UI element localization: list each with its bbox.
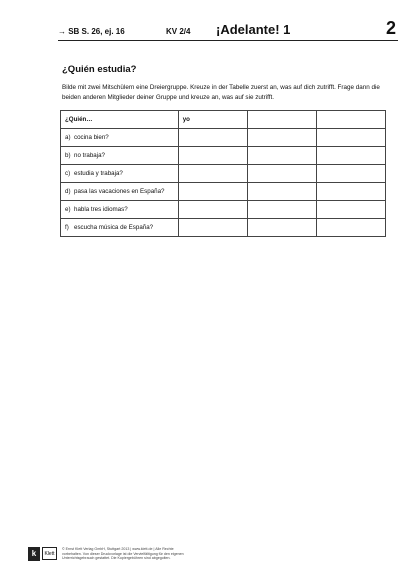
- question-cell: [61, 147, 179, 165]
- answer-cell-yo[interactable]: [178, 201, 248, 219]
- instructions-text: Bilde mit zwei Mitschülern eine Dreiergruppe. Kreuze in der Tabelle zuerst an, was auf dich zutrifft. Frage dann die beiden anderen Mitglieder deiner Gruppe und kreuze an, was auf sie zutrifft.: [62, 84, 380, 101]
- question-cell: [61, 165, 179, 183]
- question-cell: [61, 129, 179, 147]
- question-letter: a): [65, 134, 71, 141]
- question-text: no trabaja?: [74, 152, 105, 159]
- answer-cell-yo[interactable]: [178, 183, 248, 201]
- book-title: ¡Adelante! 1: [216, 22, 291, 37]
- answer-cell-member-3[interactable]: [317, 219, 386, 237]
- question-cell: [61, 183, 179, 201]
- answer-cell-member-3[interactable]: [317, 129, 386, 147]
- answer-cell-member-2[interactable]: [248, 201, 317, 219]
- answer-cell-member-2[interactable]: [248, 165, 317, 183]
- question-letter: f): [65, 224, 69, 231]
- klett-logo-box: Klett: [42, 547, 57, 560]
- question-cell: [61, 219, 179, 237]
- answer-cell-member-3[interactable]: [317, 183, 386, 201]
- worksheet-title: ¿Quién estudia?: [62, 64, 137, 75]
- page-header: [58, 20, 398, 40]
- question-text: escucha música de España?: [74, 224, 154, 231]
- question-letter: d): [65, 188, 71, 195]
- column-header-question: ¿Quién…: [61, 111, 179, 129]
- header-divider: [58, 40, 398, 41]
- answer-cell-member-3[interactable]: [317, 165, 386, 183]
- table-row: [61, 165, 386, 183]
- question-cell: [61, 201, 179, 219]
- table-row: [61, 219, 386, 237]
- table-row: [61, 129, 386, 147]
- question-text: estudia y trabaja?: [74, 170, 123, 177]
- answer-cell-yo[interactable]: [178, 219, 248, 237]
- copyright-line-1: © Ernst Klett Verlag GmbH, Stuttgart 2013 | www.klett.de | Alle Rechte: [62, 547, 174, 551]
- worksheet-code: KV 2/4: [166, 27, 191, 36]
- table-row: [61, 147, 386, 165]
- answer-cell-member-2[interactable]: [248, 129, 317, 147]
- copyright-line-2: vorbehalten. Von dieser Druckvorlage ist die Vervielfältigung für den eigenen: [62, 551, 184, 556]
- survey-table: [60, 110, 386, 237]
- column-header-member-3: [317, 111, 386, 129]
- table-row: [61, 183, 386, 201]
- answer-cell-member-2[interactable]: [248, 147, 317, 165]
- unit-number: 2: [385, 18, 396, 38]
- answer-cell-yo[interactable]: [178, 165, 248, 183]
- answer-cell-member-2[interactable]: [248, 219, 317, 237]
- column-header-yo: yo: [178, 111, 248, 129]
- question-letter: c): [65, 170, 71, 177]
- question-letter: e): [65, 206, 71, 213]
- answer-cell-member-3[interactable]: [317, 147, 386, 165]
- column-header-member-2: [248, 111, 317, 129]
- textbook-reference: → SB S. 26, ej. 16: [58, 27, 125, 36]
- page-footer: [28, 546, 388, 566]
- question-text: pasa las vacaciones en España?: [74, 188, 165, 195]
- answer-cell-yo[interactable]: [178, 147, 248, 165]
- question-letter: b): [65, 152, 71, 159]
- klett-logo: [28, 546, 58, 561]
- answer-cell-member-2[interactable]: [248, 183, 317, 201]
- table-row: [61, 201, 386, 219]
- copyright-line-3: Unterrichtsgebrauch gestattet. Die Kopiergebühren sind abgegolten.: [62, 556, 171, 561]
- question-text: cocina bien?: [74, 134, 109, 141]
- question-text: habla tres idiomas?: [74, 206, 128, 213]
- klett-logo-mark: k: [28, 547, 40, 561]
- copyright-notice: [62, 547, 312, 561]
- answer-cell-member-3[interactable]: [317, 201, 386, 219]
- table-header-row: [61, 111, 386, 129]
- answer-cell-yo[interactable]: [178, 129, 248, 147]
